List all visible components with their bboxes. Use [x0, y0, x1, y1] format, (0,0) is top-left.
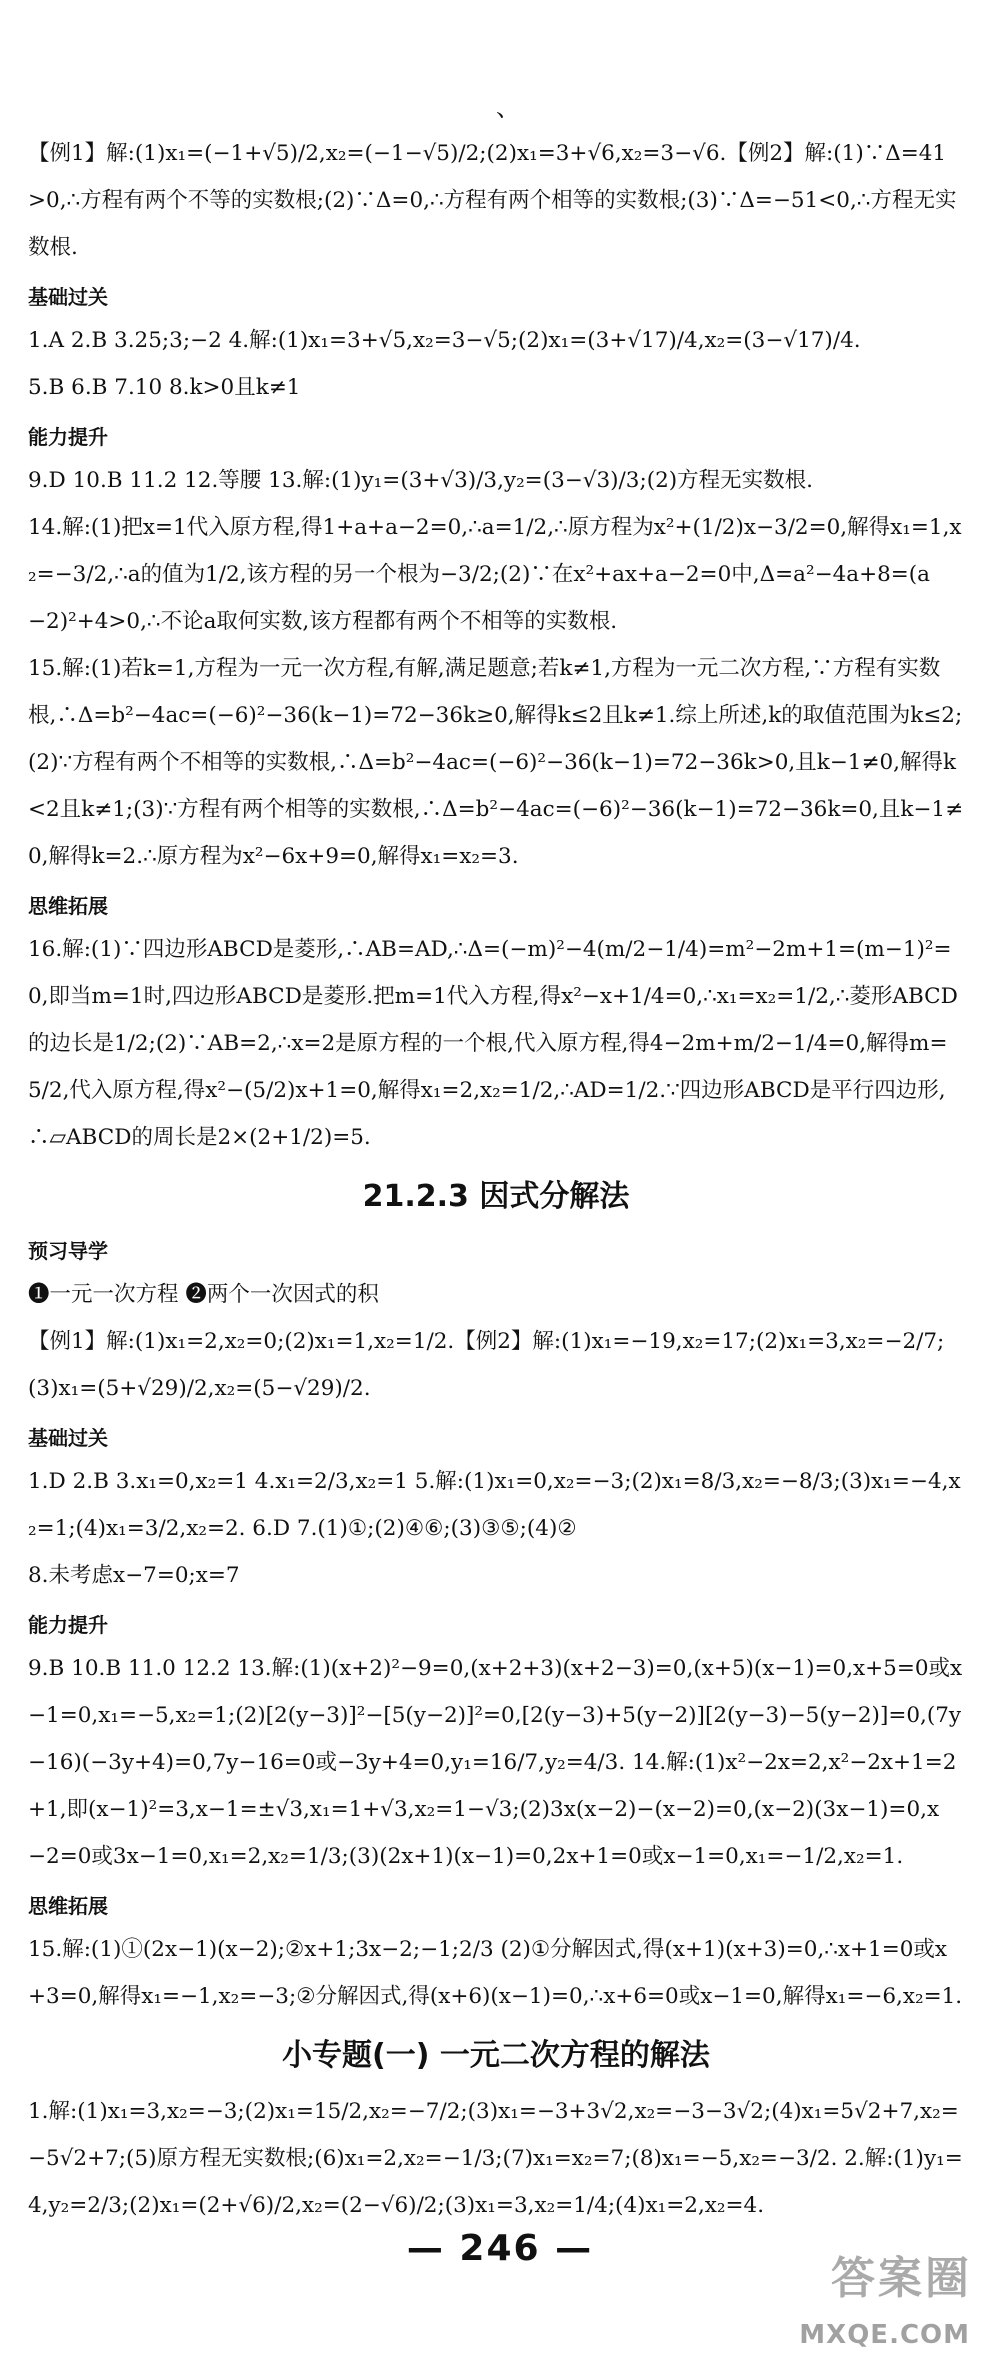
watermark-logo: [746, 2234, 976, 2354]
section-heading: 能力提升: [28, 1613, 108, 1637]
answer-paragraph: 1.解:(1)x₁=3,x₂=−3;(2)x₁=15/2,x₂=−7/2;(3)x₁=−3+3√2,x₂=−3−3√2;(4)x₁=5√2+7,x₂=−5√2+7;(5)原方程无实数根;(6)x₁=2,x₂=−1/3;(7)x₁=x₂=7;(8)x₁=−5,x₂=−3/2. 2.解:(1)y₁=4,y₂=2/3;(2)x₁=(2+√6)/2,x₂=(2−√6)/2;(3)x₁=3,x₂=1/4;(4)x₁=2,x₂=4.: [28, 2099, 963, 2218]
answer-paragraph: 15.解:(1)若k=1,方程为一元一次方程,有解,满足题意;若k≠1,方程为一元二次方程,∵方程有实数根,∴Δ=b²−4ac=(−6)²−36(k−1)=72−36k≥0,解得k≤2且k≠1.综上所述,k的取值范围为k≤2;(2)∵方程有两个不相等的实数根,∴Δ=b²−4ac=(−6)²−36(k−1)=72−36k>0,且k−1≠0,解得k<2且k≠1;(3)∵方程有两个相等的实数根,∴Δ=b²−4ac=(−6)²−36(k−1)=72−36k=0,且k−1≠0,解得k=2.∴原方程为x²−6x+9=0,解得x₁=x₂=3.: [28, 656, 964, 869]
section-heading: 能力提升: [28, 425, 108, 449]
answer-paragraph: 14.解:(1)把x=1代入原方程,得1+a+a−2=0,∴a=1/2,∴原方程为x²+(1/2)x−3/2=0,解得x₁=1,x₂=−3/2,∴a的值为1/2,该方程的另一个根为−3/2;(2)∵在x²+ax+a−2=0中,Δ=a²−4a+8=(a−2)²+4>0,∴不论a取何实数,该方程都有两个不相等的实数根.: [28, 515, 962, 634]
answer-paragraph: 15.解:(1)①(2x−1)(x−2);②x+1;3x−2;−1;2/3 (2)①分解因式,得(x+1)(x+3)=0,∴x+1=0或x+3=0,解得x₁=−1,x₂=−3;②分解因式,得(x+6)(x−1)=0,∴x+6=0或x−1=0,解得x₁=−6,x₂=1.: [28, 1937, 963, 2009]
chapter-title: 21.2.3 因式分解法: [362, 1179, 630, 1214]
section-heading: 预习导学: [28, 1239, 108, 1263]
answer-paragraph: 5.B 6.B 7.10 8.k>0且k≠1: [28, 375, 301, 400]
answer-content: [28, 130, 964, 2229]
answer-paragraph: 9.B 10.B 11.0 12.2 13.解:(1)(x+2)²−9=0,(x+2+3)(x+2−3)=0,(x+5)(x−1)=0,x+5=0或x−1=0,x₁=−5,x₂=1;(2)[2(y−3)]²−[5(y−2)]²=0,[2(y−3)+5(y−2)][2(y−3)−5(y−2)]=0,(7y−16)(−3y+4)=0,7y−16=0或−3y+4=0,y₁=16/7,y₂=4/3. 14.解:(1)x²−2x=2,x²−2x+1=2+1,即(x−1)²=3,x−1=±√3,x₁=1+√3,x₂=1−√3;(2)3x(x−2)−(x−2)=0,(x−2)(3x−1)=0,x−2=0或3x−1=0,x₁=2,x₂=1/3;(3)(2x+1)(x−1)=0,2x+1=0或x−1=0,x₁=−1/2,x₂=1.: [28, 1656, 963, 1869]
top-mark: 、: [496, 94, 520, 122]
answer-paragraph: 1.D 2.B 3.x₁=0,x₂=1 4.x₁=2/3,x₂=1 5.解:(1)x₁=0,x₂=−3;(2)x₁=8/3,x₂=−8/3;(3)x₁=−4,x₂=1;(4)x₁=3/2,x₂=2. 6.D 7.(1)①;(2)④⑥;(3)③⑤;(4)②: [28, 1469, 961, 1541]
chapter-title: 小专题(一) 一元二次方程的解法: [282, 2038, 710, 2073]
answer-paragraph: 9.D 10.B 11.2 12.等腰 13.解:(1)y₁=(3+√3)/3,y₂=(3−√3)/3;(2)方程无实数根.: [28, 468, 814, 493]
watermark-url: MXQE.COM: [799, 2320, 970, 2350]
answer-paragraph: 8.未考虑x−7=0;x=7: [28, 1563, 240, 1588]
answer-paragraph: 【例1】解:(1)x₁=(−1+√5)/2,x₂=(−1−√5)/2;(2)x₁=3+√6,x₂=3−√6.【例2】解:(1)∵Δ=41>0,∴方程有两个不等的实数根;(2)∵Δ=0,∴方程有两个相等的实数根;(3)∵Δ=−51<0,∴方程无实数根.: [28, 141, 957, 260]
answer-paragraph: ❶一元一次方程 ❷两个一次因式的积: [28, 1282, 379, 1307]
section-heading: 思维拓展: [28, 1894, 108, 1918]
section-heading: 基础过关: [28, 285, 108, 309]
watermark-cn: 答案圈: [831, 2253, 972, 2304]
page-number: — 246 —: [406, 2228, 594, 2269]
answer-paragraph: 【例1】解:(1)x₁=2,x₂=0;(2)x₁=1,x₂=1/2.【例2】解:(1)x₁=−19,x₂=17;(2)x₁=3,x₂=−2/7;(3)x₁=(5+√29)/2,x₂=(5−√29)/2.: [28, 1329, 945, 1401]
answer-paragraph: 1.A 2.B 3.25;3;−2 4.解:(1)x₁=3+√5,x₂=3−√5;(2)x₁=(3+√17)/4,x₂=(3−√17)/4.: [28, 328, 861, 353]
section-heading: 基础过关: [28, 1426, 108, 1450]
section-heading: 思维拓展: [28, 894, 108, 918]
answer-paragraph: 16.解:(1)∵四边形ABCD是菱形,∴AB=AD,∴Δ=(−m)²−4(m/2−1/4)=m²−2m+1=(m−1)²=0,即当m=1时,四边形ABCD是菱形.把m=1代入方程,得x²−x+1/4=0,∴x₁=x₂=1/2,∴菱形ABCD的边长是1/2;(2)∵AB=2,∴x=2是原方程的一个根,代入原方程,得4−2m+m/2−1/4=0,解得m=5/2,代入原方程,得x²−(5/2)x+1=0,解得x₁=2,x₂=1/2,∴AD=1/2.∵四边形ABCD是平行四边形,∴▱ABCD的周长是2×(2+1/2)=5.: [28, 937, 958, 1150]
